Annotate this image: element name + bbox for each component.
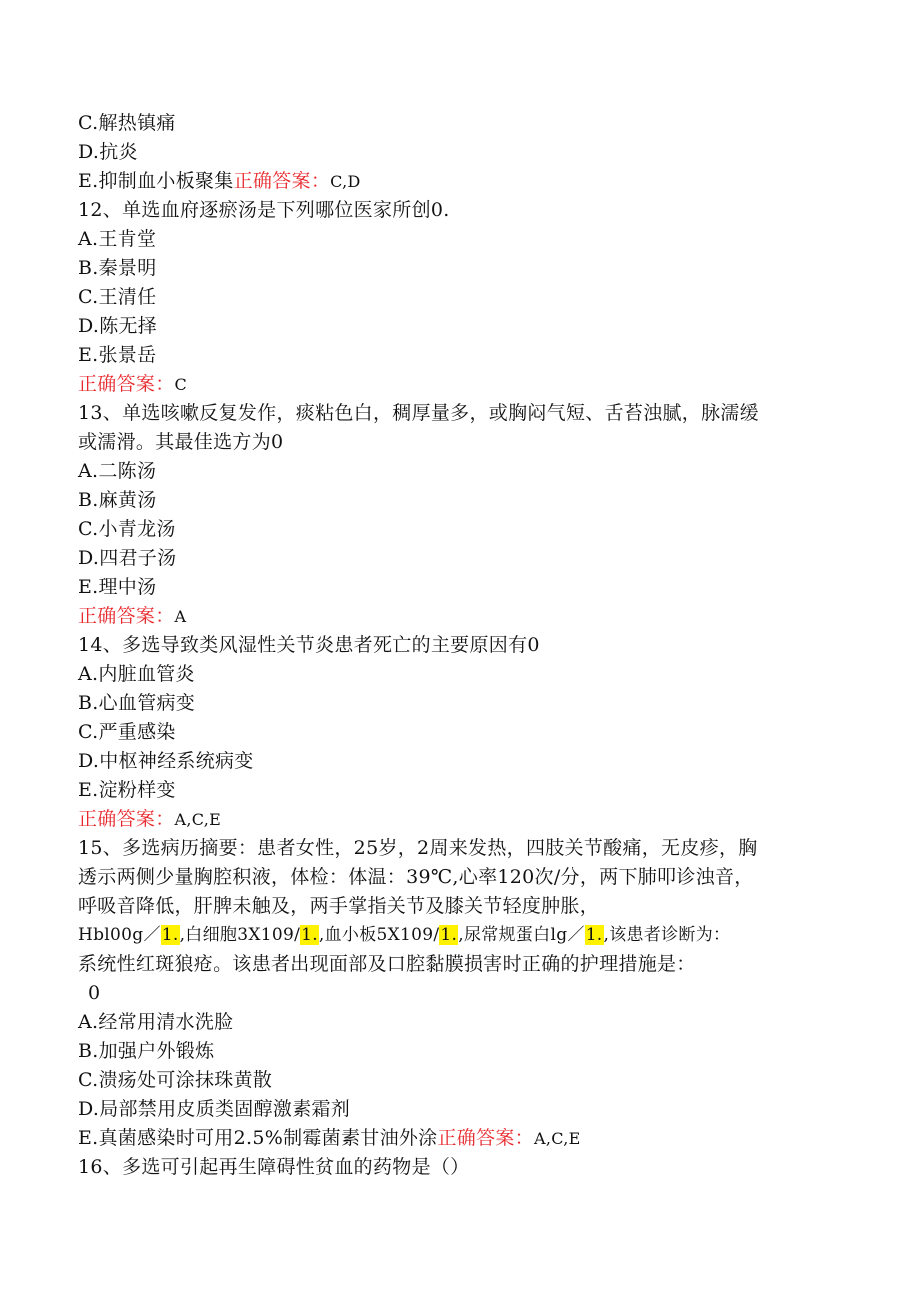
q15-highlight-1: 1. [161, 925, 179, 945]
q12-option-c: C.王清任 [78, 286, 157, 308]
q13-stem-line-1: 13、单选咳嗽反复发作，痰粘色白，稠厚量多，或胸闷气短、舌苔浊腻，脉濡缓 [78, 402, 759, 424]
q13-answer-label: 正确答案： [78, 605, 175, 627]
q12-option-b: B.秦景明 [78, 257, 157, 279]
q13-stem-line-2: 或濡滑。其最佳选方为0 [78, 431, 284, 453]
q13-option-a: A.二陈汤 [78, 460, 157, 482]
q13-option-c: C.小青龙汤 [78, 518, 176, 540]
q15-option-d: D.局部禁用皮质类固醇激素霜剂 [78, 1098, 351, 1120]
q15-stem-line-6: 0 [88, 982, 101, 1004]
q13-answer-value: A [174, 607, 187, 626]
q15-stem-line-4 [78, 921, 838, 950]
q13-option-d: D.四君子汤 [78, 547, 177, 569]
q15-highlight-3: 1. [440, 925, 458, 945]
q12-answer-value: C [174, 375, 188, 394]
q16-stem: 16、多选可引起再生障碍性贫血的药物是（） [78, 1156, 470, 1178]
q15-stem-line-3: 呼吸音降低，肝脾未触及，两手掌指关节及膝关节轻度肿胀， [78, 895, 600, 917]
q11-option-c: C.解热镇痛 [78, 112, 176, 134]
q15-highlight-4: 1. [585, 925, 603, 945]
q12-option-d: D.陈无择 [78, 315, 158, 337]
q15-option-e: E.真菌感染时可用2.5%制霉菌素甘油外涂 [78, 1127, 438, 1149]
q13-option-e: E.理中汤 [78, 576, 157, 598]
q12-option-e: E.张景岳 [78, 344, 157, 366]
q14-option-d: D.中枢神经系统病变 [78, 750, 254, 772]
q11-option-d: D.抗炎 [78, 141, 138, 163]
q14-answer [78, 805, 838, 834]
q15-diagnosis-lead: ,该患者诊断为： [603, 925, 731, 945]
q13-answer [78, 602, 838, 631]
document-page [78, 109, 838, 1182]
q15-option-c: C.溃疡处可涂抹珠黄散 [78, 1069, 273, 1091]
q12-option-a: A.王肯堂 [78, 228, 157, 250]
q15-lab-wbc: ,白细胞3X109/ [179, 925, 301, 945]
q11-option-e-with-answer [78, 167, 838, 196]
q15-answer-value: A,C,E [534, 1129, 581, 1148]
q14-option-b: B.心血管病变 [78, 692, 196, 714]
q15-option-a: A.经常用清水洗脸 [78, 1011, 234, 1033]
q15-stem-line-5: 系统性红斑狼疮。该患者出现面部及口腔黏膜损害时正确的护理措施是： [78, 953, 696, 975]
q15-stem-line-2: 透示两侧少量胸腔积液，体检：体温：39℃,心率120次/分，两下肺叩诊浊音， [78, 866, 754, 888]
q12-answer-label: 正确答案： [78, 373, 175, 395]
q15-stem-line-1: 15、多选病历摘要：患者女性，25岁，2周来发热，四肢关节酸痛，无皮疹，胸 [78, 837, 758, 859]
q14-option-a: A.内脏血管炎 [78, 663, 195, 685]
q15-option-b: B.加强户外锻炼 [78, 1040, 215, 1062]
q14-option-c: C.严重感染 [78, 721, 176, 743]
q15-option-e-with-answer [78, 1124, 838, 1153]
q11-option-e: E.抑制血小板聚集 [78, 170, 234, 192]
q15-answer-label: 正确答案： [437, 1127, 534, 1149]
q15-highlight-2: 1. [301, 925, 318, 945]
q14-answer-label: 正确答案： [78, 808, 175, 830]
q11-answer-value: C,D [330, 172, 361, 191]
q12-answer [78, 370, 838, 399]
q14-stem: 14、多选导致类风湿性关节炎患者死亡的主要原因有0 [78, 634, 540, 656]
q13-option-b: B.麻黄汤 [78, 489, 157, 511]
q11-answer-label: 正确答案： [233, 170, 331, 192]
q15-lab-urine: ,尿常规蛋白lg／ [458, 925, 585, 945]
q15-lab-plt: ,血小板5X109/ [318, 925, 440, 945]
q14-option-e: E.淀粉样变 [78, 779, 176, 801]
q15-lab-hb: Hbl00g／ [78, 925, 161, 945]
q12-stem: 12、单选血府逐瘀汤是下列哪位医家所创0. [78, 199, 450, 221]
q14-answer-value: A,C,E [174, 810, 222, 829]
